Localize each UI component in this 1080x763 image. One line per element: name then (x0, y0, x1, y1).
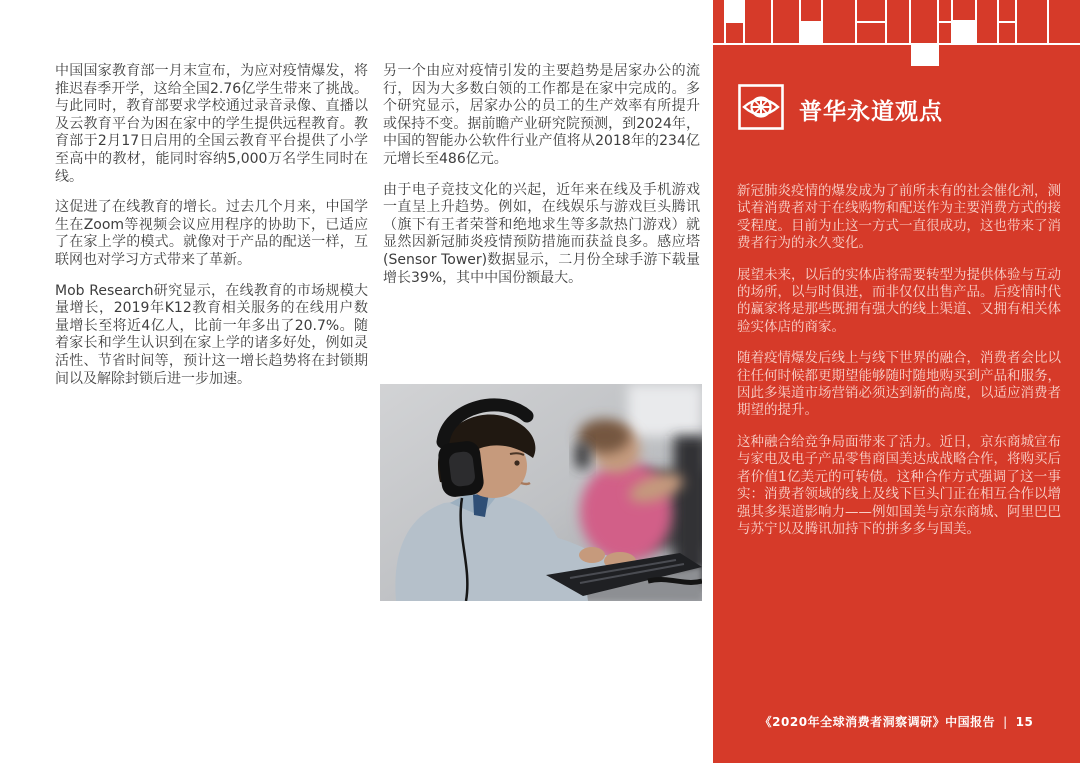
article-column-2 (383, 63, 700, 300)
paragraph: 中国国家教育部一月末宣布，为应对疫情爆发，将推迟春季开学，这给全国2.76亿学生带来了挑战。与此同时，教育部要求学校通过录音录像、直播以及云教育平台为困在家中的学生提供远程教育。教育部于2月17日启用的全国云教育平台提供了小学至高中的教材，能同时容纳5,000万名学生同时在线。 (55, 63, 368, 185)
paragraph: 这促进了在线教育的增长。过去几个月来，中国学生在Zoom等视频会议应用程序的协助下，已适应了在家上学的模式。就像对于产品的配送一样，互联网也对学习方式带来了革新。 (55, 199, 368, 268)
paragraph: Mob Research研究显示，在线教育的市场规模大量增长，2019年K12教育相关服务的在线用户数量增长至将近4亿人，比前一年多出了20.7%。随着家长和学生认识到在家上学的诸多好处，例如灵活性、节省时间等，预计这一增长趋势将在封锁期间以及解除封锁后进一步加速。 (55, 282, 368, 387)
panel-title: 普华永道观点 (799, 98, 943, 125)
decorative-block-band (713, 0, 1080, 66)
panel-paragraph: 展望未来，以后的实体店将需要转型为提供体验与互动的场所，以与时俱进，而非仅仅出售产品。后疫情时代的赢家将是那些既拥有强大的线上渠道、又拥有相关体验实体店的商家。 (737, 266, 1061, 335)
article-column-1 (55, 63, 368, 401)
panel-paragraph: 新冠肺炎疫情的爆发成为了前所未有的社会催化剂，测试着消费者对于在线购物和配送作为主要消费方式的接受程度。目前为止这一方式一直很成功，这也带来了消费者行为的永久变化。 (737, 183, 1061, 252)
panel-paragraph: 随着疫情爆发后线上与线下世界的融合，消费者会比以往任何时候都更期望能够随时随地购买到产品和服务，因此多渠道市场营销必须达到新的高度，以适应消费者期望的提升。 (737, 350, 1061, 419)
panel-header (737, 83, 943, 135)
photo-illustration (380, 384, 702, 601)
footer-separator: | (1003, 715, 1008, 729)
panel-body (737, 183, 1061, 552)
panel-paragraph: 这种融合给竞争局面带来了活力。近日，京东商城宣布与家电及电子产品零售商国美达成战略合作，将购买后者价值1亿美元的可转债。这种合作方式强调了这一事实：消费者领域的线上及线下巨头门正在相互合作以增强其多渠道影响力——例如国美与京东商城、阿里巴巴与苏宁以及腾讯加持下的拼多多与国美。 (737, 433, 1061, 537)
paragraph: 另一个由应对疫情引发的主要趋势是居家办公的流行，因为大多数白领的工作都是在家中完成的。多个研究显示，居家办公的员工的生产效率有所提升或保持不变。据前瞻产业研究院预测，到2024年，中国的智能办公软件行业产值将从2018年的234亿元增长至486亿元。 (383, 63, 700, 167)
child-with-headphones-photo (380, 384, 702, 601)
paragraph: 由于电子竞技文化的兴起，近年来在线及手机游戏一直呈上升趋势。例如，在线娱乐与游戏巨头腾讯（旗下有王者荣誉和绝地求生等多款热门游戏）就显然因新冠肺炎疫情预防措施而获益良多。感应塔(Sensor Tower)数据显示，二月份全球手游下载量增长39%，其中中国份额最大。 (383, 181, 700, 286)
footer-source: 《2020年全球消费者洞察调研》中国报告 (759, 715, 996, 729)
page-footer (713, 713, 1080, 730)
pwc-viewpoint-panel (713, 0, 1080, 763)
pwc-eye-icon (737, 83, 785, 135)
page-number: 15 (1015, 715, 1034, 729)
